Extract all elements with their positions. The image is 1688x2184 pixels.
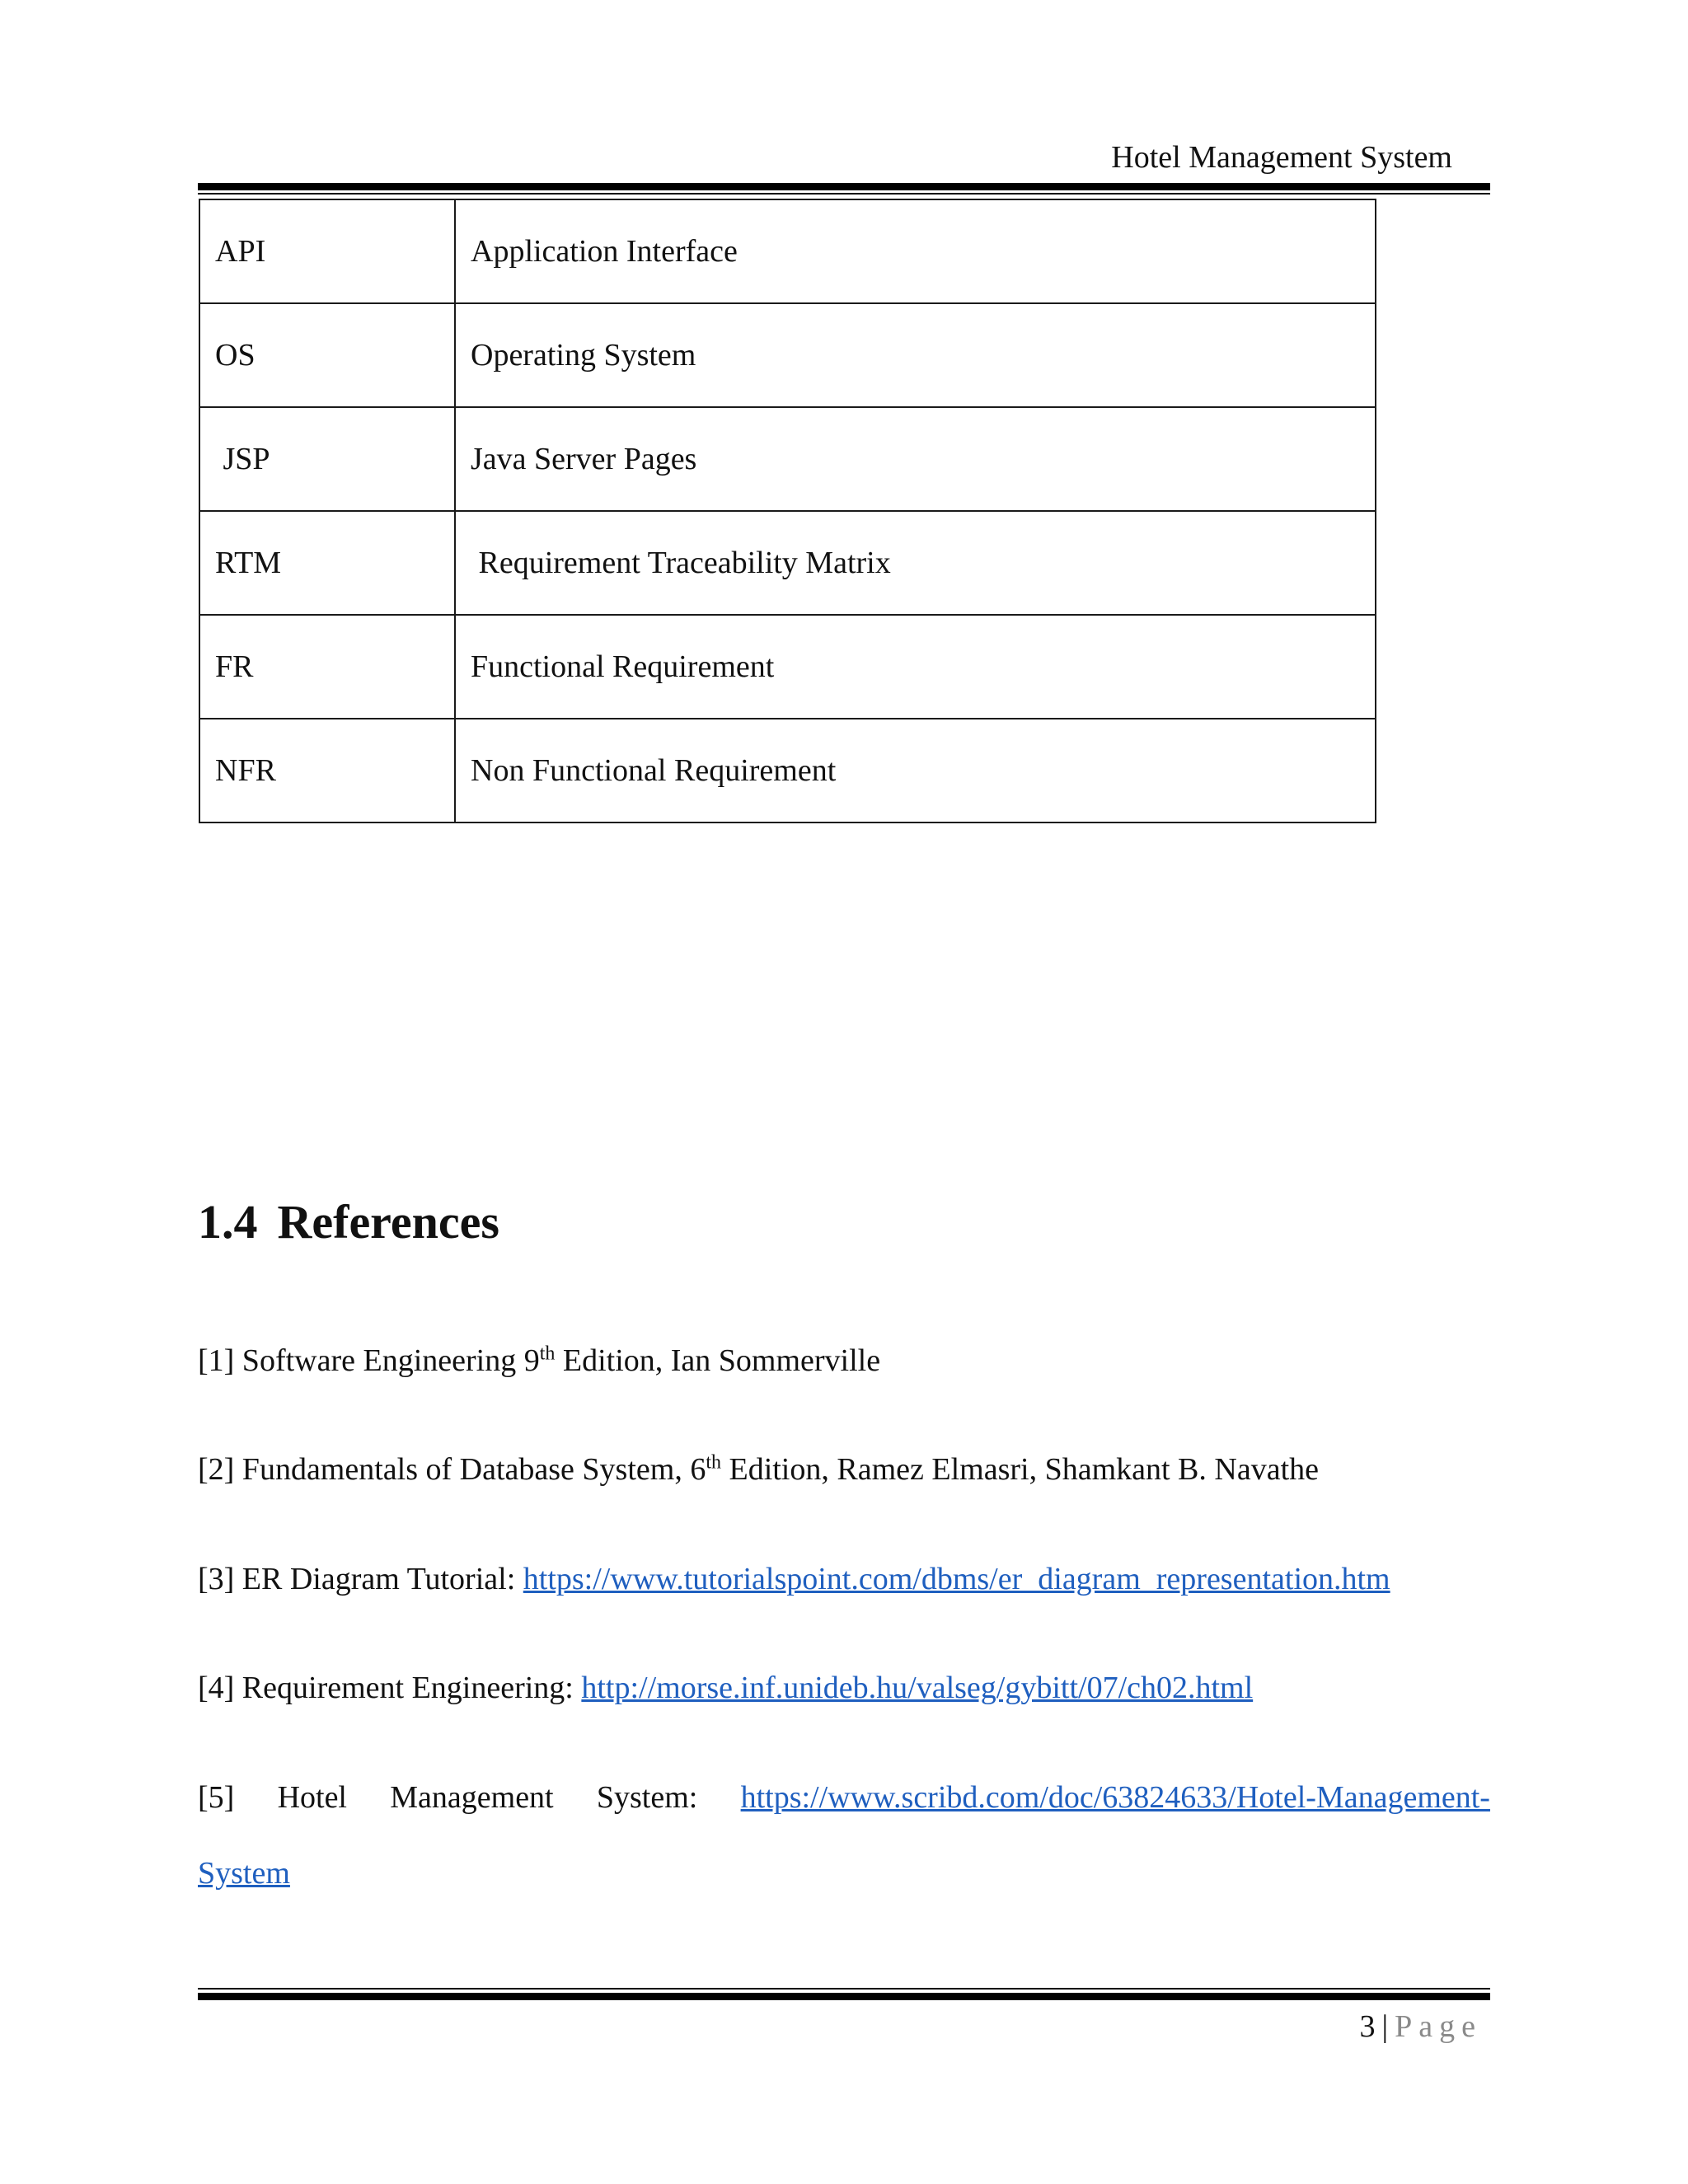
meaning-cell: Functional Requirement bbox=[455, 615, 1376, 719]
table-row bbox=[199, 407, 1376, 511]
reference-word: Hotel bbox=[277, 1780, 347, 1815]
abbreviations-table bbox=[199, 199, 1376, 823]
abbr-cell: API bbox=[199, 199, 455, 303]
superscript-ordinal: th bbox=[539, 1343, 556, 1365]
reference-1 bbox=[198, 1340, 1490, 1381]
page-number: 3 bbox=[1359, 2009, 1376, 2044]
reference-label: [3] ER Diagram Tutorial: bbox=[198, 1562, 523, 1596]
table-row bbox=[199, 615, 1376, 719]
header-rule-thick bbox=[198, 183, 1490, 190]
page-label: Page bbox=[1395, 2009, 1482, 2044]
reference-2 bbox=[198, 1449, 1490, 1490]
table-row bbox=[199, 511, 1376, 615]
page-separator: | bbox=[1381, 2009, 1389, 2044]
reference-label: [4] Requirement Engineering: bbox=[198, 1671, 582, 1705]
table-row bbox=[199, 719, 1376, 823]
reference-text: Edition, Ramez Elmasri, Shamkant B. Navathe bbox=[720, 1452, 1319, 1487]
meaning-cell: Java Server Pages bbox=[455, 407, 1376, 511]
reference-link[interactable]: System bbox=[198, 1856, 290, 1891]
reference-word: [5] bbox=[198, 1780, 235, 1815]
reference-link[interactable]: https://www.scribd.com/doc/63824633/Hotel-Management- bbox=[740, 1780, 1490, 1815]
reference-4 bbox=[198, 1667, 1490, 1708]
reference-link[interactable]: https://www.tutorialspoint.com/dbms/er_diagram_representation.htm bbox=[523, 1562, 1390, 1596]
abbr-cell: OS bbox=[199, 303, 455, 407]
meaning-cell: Operating System bbox=[455, 303, 1376, 407]
reference-link[interactable]: http://morse.inf.unideb.hu/valseg/gybitt/07/ch02.html bbox=[581, 1671, 1254, 1705]
references-heading bbox=[198, 1193, 499, 1251]
running-header-title: Hotel Management System bbox=[1111, 140, 1452, 175]
superscript-ordinal: th bbox=[706, 1451, 721, 1474]
reference-text: [1] Software Engineering 9 bbox=[198, 1343, 540, 1378]
footer-rule-thick bbox=[198, 1993, 1490, 2000]
reference-text: Edition, Ian Sommerville bbox=[555, 1343, 881, 1378]
section-number: 1.4 bbox=[198, 1195, 258, 1249]
abbr-cell: JSP bbox=[199, 407, 455, 511]
abbr-cell: RTM bbox=[199, 511, 455, 615]
reference-5-continuation bbox=[198, 1853, 1490, 1894]
page-footer bbox=[1360, 2006, 1482, 2047]
reference-text: [2] Fundamentals of Database System, 6 bbox=[198, 1452, 706, 1487]
reference-3 bbox=[198, 1558, 1490, 1600]
reference-5 bbox=[198, 1777, 1490, 1818]
header-rule-thin bbox=[198, 193, 1490, 194]
reference-word: System: bbox=[596, 1780, 698, 1815]
meaning-cell: Non Functional Requirement bbox=[455, 719, 1376, 823]
abbr-cell: FR bbox=[199, 615, 455, 719]
section-title: References bbox=[277, 1195, 499, 1249]
meaning-cell: Application Interface bbox=[455, 199, 1376, 303]
table-row bbox=[199, 303, 1376, 407]
abbr-cell: NFR bbox=[199, 719, 455, 823]
footer-rule-thin bbox=[198, 1988, 1490, 1990]
reference-word: Management bbox=[390, 1780, 554, 1815]
table-row bbox=[199, 199, 1376, 303]
meaning-cell: Requirement Traceability Matrix bbox=[455, 511, 1376, 615]
